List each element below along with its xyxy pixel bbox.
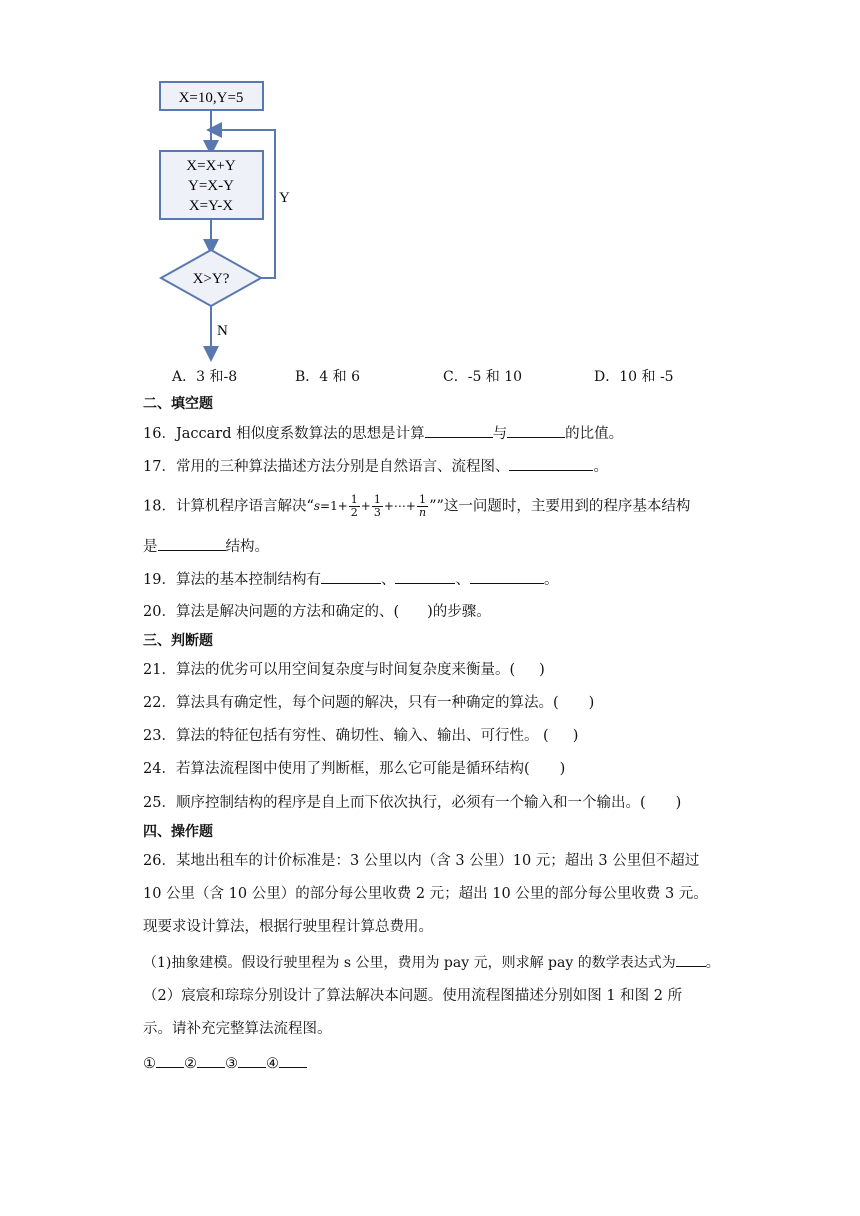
question-18-cont: 是 结构。 [143,536,269,557]
section-operation-title: 四、操作题 [143,824,213,840]
question-22: 22．算法具有确定性，每个问题的解决，只有一种确定的算法。( ) [143,695,595,711]
blank[interactable] [507,423,565,438]
blank[interactable] [156,1053,184,1068]
flow-process-line-2: Y=X-Y [188,178,234,194]
blank[interactable] [425,423,493,438]
question-18: 18．计算机程序语言解决“s=1+ $\frac{1}{2}$ + $\frac{1}{3}$ +⋯+ $\frac{1}{n}$ ””这一问题时，主要用到的程序基本结构 [143,493,691,519]
question-21: 21．算法的优劣可以用空间复杂度与时间复杂度来衡量。( ) [143,662,545,678]
question-26-answer-marks: ① ② ③ ④ [143,1053,307,1074]
option-b: B．4 和 6 [295,369,361,385]
blank[interactable] [238,1053,266,1068]
section-judge-title: 三、判断题 [143,633,213,649]
question-19: 19．算法的基本控制结构有 、 、 。 [143,569,558,590]
question-16: 16．Jaccard 相似度系数算法的思想是计算 与 的比值。 [143,423,623,444]
question-26-sub-1: （1)抽象建模。假设行驶里程为 s 公里，费用为 pay 元，则求解 pay 的数学表达式为 。 [143,952,720,973]
flowchart [148,72,288,358]
question-20: 20．算法是解决问题的方法和确定的、( )的步骤。 [143,604,491,620]
flow-no-label: N [217,323,228,339]
question-24: 24．若算法流程图中使用了判断框，那么它可能是循环结构( ) [143,761,566,777]
blank[interactable] [676,952,706,967]
blank[interactable] [197,1053,225,1068]
blank[interactable] [509,456,593,471]
flow-process-line-3: X=Y-X [188,198,234,214]
question-26-line-1: 26．某地出租车的计价标准是：3 公里以内（含 3 公里）10 元；超出 3 公里但不超过 [143,853,700,869]
question-23: 23．算法的特征包括有穷性、确切性、输入、输出、可行性。 ( ) [143,728,579,744]
flow-yes-label: Y [279,190,290,206]
option-c: C．-5 和 10 [443,369,523,385]
option-a: A．3 和-8 [172,369,238,385]
blank[interactable] [158,536,226,551]
flow-start-text: X=10,Y=5 [178,90,244,106]
blank[interactable] [279,1053,307,1068]
blank[interactable] [470,569,544,584]
question-26-sub-2a: （2）宸宸和琮琮分别设计了算法解决本问题。使用流程图描述分别如图 1 和图 2 所 [143,988,683,1004]
sum-formula: s=1+ $\frac{1}{2}$ + $\frac{1}{3}$ +⋯+ $\frac{1}{n}$ [313,493,427,519]
question-25: 25．顺序控制结构的程序是自上而下依次执行，必须有一个输入和一个输出。( ) [143,795,682,811]
question-26-sub-2b: 示。请补充完整算法流程图。 [143,1021,332,1037]
blank[interactable] [321,569,381,584]
flow-decision-text: X>Y? [192,271,230,287]
question-17: 17．常用的三种算法描述方法分别是自然语言、流程图、 。 [143,456,608,477]
question-26-line-2: 10 公里（含 10 公里）的部分每公里收费 2 元；超出 10 公里的部分每公里收费 3 元。 [143,886,708,902]
question-26-line-3: 现要求设计算法，根据行驶里程计算总费用。 [143,919,433,935]
blank[interactable] [395,569,455,584]
option-d: D．10 和 -5 [594,369,674,385]
flow-process-line-1: X=X+Y [186,158,236,174]
section-fill-blank-title: 二、填空题 [143,396,213,412]
